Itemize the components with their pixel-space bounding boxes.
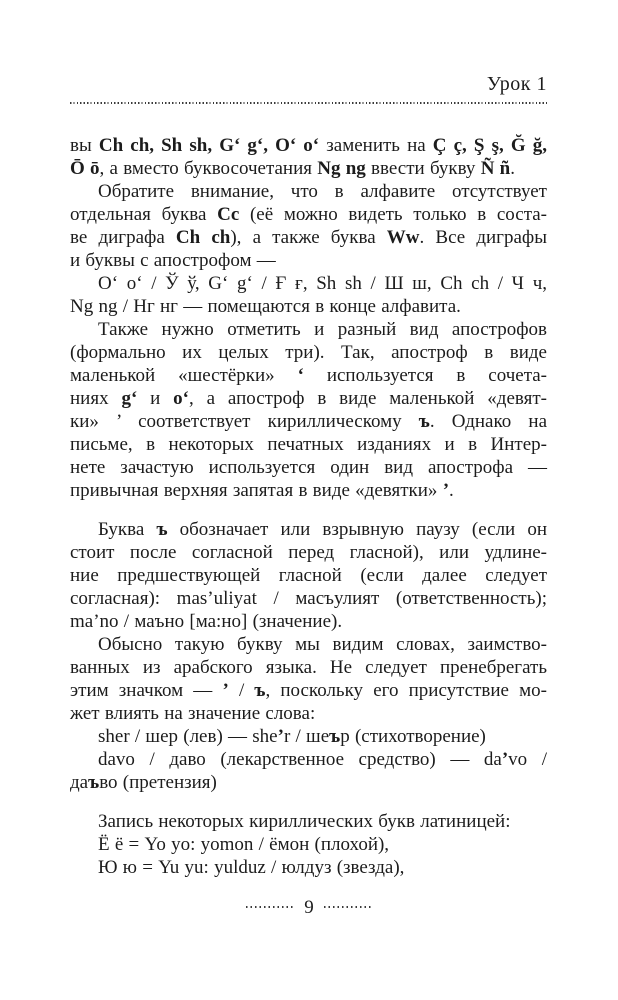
text-line: письме, в некоторых печатных изданиях и в Интер- [70,434,547,455]
text-line: davo / даво (лекарственное средство) — da’vo / [98,749,547,770]
footer-dots-right [324,906,372,908]
text-line: (формально их целых три). Так, апостроф в виде [70,342,547,363]
para-example-sher [70,725,547,748]
header-dotted-rule [70,101,547,104]
para-missing-letters [70,180,547,272]
page-number: 9 [304,896,314,918]
text-line: Oʻ oʻ / Ў ў, Gʻ gʻ / Ғ ғ, Sh sh / Ш ш, Ch ch / Ч ч, [98,273,547,294]
text-line: даъво (претензия) [70,772,217,793]
text-line: ванных из арабского языка. Не следует пренебрегать [70,657,547,678]
page-body [70,134,547,879]
text-line: ве диграфа Ch ch), а также буква Ww. Все диграфы [70,227,547,248]
lesson-label: Урок 1 [486,73,547,95]
text-line: ниях gʻ и oʻ, а апостроф в виде маленькой «девят- [70,388,547,409]
para-example-davo [70,748,547,794]
text-line: Обратите внимание, что в алфавите отсутствует [98,181,547,202]
text-line: Ō ō, а вместо буквосочетания Ng ng ввести букву Ñ ñ. [70,158,515,179]
text-line: Ng ng / Нг нг — помещаются в конце алфавита. [70,296,461,317]
text-line: и буквы с апострофом — [70,250,276,271]
para-yo-example [70,833,547,856]
para-letter-replacement [70,134,547,180]
page-header [70,74,547,94]
text-line: жет влиять на значение слова: [70,703,316,724]
text-line: Обысно такую букву мы видим словах, заимство- [98,634,547,655]
para-cyrillic-latin-heading [70,810,547,833]
text-line: привычная верхняя запятая в виде «девятки» ’. [70,480,454,501]
text-line: стоит после согласной перед гласной), или удлине- [70,542,547,563]
text-line: маленькой «шестёрки» ʻ используется в сочета- [70,365,547,386]
footer-dots-left [246,906,294,908]
page-footer [0,896,618,918]
text-line: этим значком — ’ / ъ, поскольку его присутствие мо- [70,680,547,701]
para-yu-example [70,856,547,879]
text-line: Также нужно отметить и разный вид апострофов [98,319,547,340]
text-line: ние предшествующей гласной (если далее следует [70,565,547,586]
text-line: ma’no / маъно [ма:но] (значение). [70,611,343,632]
text-line: согласная): mas’uliyat / масъулият (ответственность); [70,588,547,609]
text-line: Запись некоторых кириллических букв латиницей: [98,811,511,832]
text-line: sher / шер (лев) — she’r / шеър (стихотворение) [98,726,486,747]
text-line: Ю ю = Yu yu: yulduz / юлдуз (звезда), [98,857,405,878]
text-line: Буква ъ обозначает или взрывную паузу (если он [98,519,548,540]
para-apostrophe-kinds [70,318,547,502]
text-line: ки» ’ соответствует кириллическому ъ. Однако на [70,411,548,432]
para-digraph-list [70,272,547,318]
para-arabic-loanwords [70,633,547,725]
text-line: вы Ch ch, Sh sh, Gʻ gʻ, Oʻ oʻ заменить на Ç ç, Ş ş, Ğ ğ, [70,135,547,156]
text-line: нете зачастую используется один вид апострофа — [70,457,547,478]
para-hard-sign-meaning [70,518,547,633]
page-content [70,74,547,879]
text-line: отдельная буква Cc (её можно видеть только в соста- [70,204,547,225]
text-line: Ё ё = Yo yo: yomon / ёмон (плохой), [98,834,390,855]
